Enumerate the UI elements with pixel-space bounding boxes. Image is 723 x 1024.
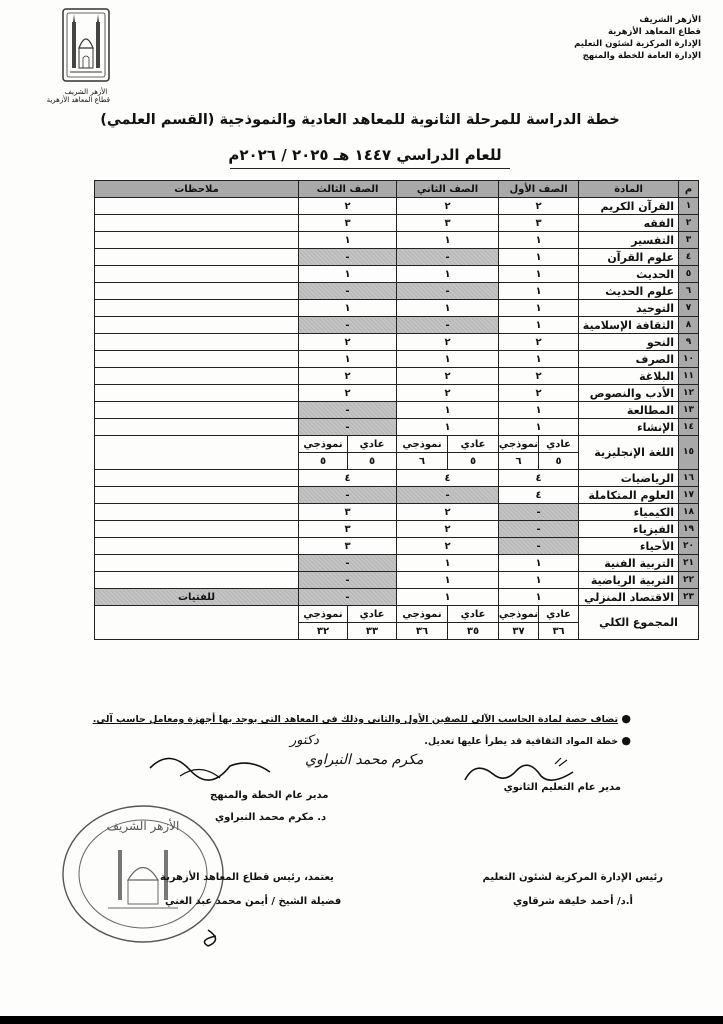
grade-2-value: ١ — [397, 266, 499, 283]
row-subject: النحو — [579, 334, 679, 351]
grade-3-value: - — [299, 402, 397, 419]
table-row — [95, 402, 699, 419]
grade-3-value: - — [299, 317, 397, 334]
header-subject: المادة — [579, 181, 679, 198]
total-row — [95, 606, 699, 623]
signature-left-title: مدير عام الخطة والمنهج — [210, 790, 329, 801]
table-row — [95, 504, 699, 521]
g2-model-value: ٦ — [397, 453, 448, 470]
footnote-cultural — [424, 734, 631, 747]
type-model: نموذجي — [397, 606, 448, 623]
grade-1-value: ٢ — [499, 385, 579, 402]
row-subject: الحديث — [579, 266, 679, 283]
row-subject: الاقتصاد المنزلي — [579, 589, 679, 606]
row-notes — [95, 555, 299, 572]
row-notes — [95, 436, 299, 470]
header-line: الإدارة العامة للخطة والمنهج — [582, 51, 701, 61]
row-subject: علوم القرآن — [579, 249, 679, 266]
row-notes — [95, 521, 299, 538]
table-header-row — [95, 181, 699, 198]
row-subject: الكيمياء — [579, 504, 679, 521]
row-notes — [95, 300, 299, 317]
type-regular: عادي — [448, 606, 499, 623]
grade-2-value: ١ — [397, 572, 499, 589]
grade-2-value: ٣ — [397, 215, 499, 232]
row-number: ١٩ — [679, 521, 699, 538]
row-notes — [95, 351, 299, 368]
row-number: ٤ — [679, 249, 699, 266]
grade-2-value: ١ — [397, 300, 499, 317]
logo-caption-1: الأزهر الشريف — [64, 88, 108, 96]
type-model: نموذجي — [397, 436, 448, 453]
row-number: ٦ — [679, 283, 699, 300]
grade-3-value: ١ — [299, 300, 397, 317]
row-number: ٥ — [679, 266, 699, 283]
table-row — [95, 538, 699, 555]
title-underline — [230, 168, 510, 169]
handwritten-signature-left — [140, 728, 424, 788]
header-grade-3: الصف الثالث — [299, 181, 397, 198]
table-row — [95, 385, 699, 402]
row-subject: الإنشاء — [579, 419, 679, 436]
table-row — [95, 368, 699, 385]
row-subject: الصرف — [579, 351, 679, 368]
bullet-icon: ● — [621, 712, 631, 725]
row-notes — [95, 334, 299, 351]
row-subject: علوم الحديث — [579, 283, 679, 300]
g3-model-value: ٥ — [299, 453, 348, 470]
row-notes — [95, 232, 299, 249]
grade-3-value: - — [299, 555, 397, 572]
grade-3-value: - — [299, 419, 397, 436]
table-row — [95, 487, 699, 504]
header-grade-2: الصف الثاني — [397, 181, 499, 198]
row-notes — [95, 606, 299, 640]
type-model: نموذجي — [499, 606, 539, 623]
grade-2-value: - — [397, 487, 499, 504]
g2-regular-value: ٥ — [448, 453, 499, 470]
grade-1-value: ٣ — [499, 215, 579, 232]
row-notes — [95, 249, 299, 266]
svg-text:مكرم محمد النبراوي: مكرم محمد النبراوي — [305, 752, 424, 768]
grade-1-value: ١ — [499, 419, 579, 436]
row-number: ١٧ — [679, 487, 699, 504]
grade-1-value: ١ — [499, 572, 579, 589]
study-plan-table — [94, 180, 699, 640]
row-number: ٢١ — [679, 555, 699, 572]
footnote-text: تضاف حصة لمادة الحاسب الآلي للصفين الأول والثاني وذلك في المعاهد التي يوجد بها أجهزة ومعامل حاسب آلي. — [92, 714, 619, 725]
grade-3-value: ٣ — [299, 538, 397, 555]
type-model: نموذجي — [299, 606, 348, 623]
table-row — [95, 521, 699, 538]
grade-1-value: ١ — [499, 589, 579, 606]
table-row — [95, 351, 699, 368]
grade-3-value: ٣ — [299, 215, 397, 232]
row-subject: التفسير — [579, 232, 679, 249]
grade-3-value: ٢ — [299, 385, 397, 402]
row-subject: الرياضيات — [579, 470, 679, 487]
table-row — [95, 589, 699, 606]
total-label: المجموع الكلي — [579, 606, 699, 640]
grade-2-value: ١ — [397, 232, 499, 249]
grade-3-value: - — [299, 487, 397, 504]
grade-2-value: - — [397, 317, 499, 334]
grade-3-value: ١ — [299, 351, 397, 368]
header-notes: ملاحظات — [95, 181, 299, 198]
row-number: ٣ — [679, 232, 699, 249]
row-number: ١٠ — [679, 351, 699, 368]
table-row — [95, 266, 699, 283]
grade-1-value: ٢ — [499, 334, 579, 351]
grade-1-value: ١ — [499, 232, 579, 249]
grade-2-value: ١ — [397, 419, 499, 436]
grade-2-value: ١ — [397, 555, 499, 572]
row-subject: البلاغة — [579, 368, 679, 385]
grade-1-value: ٤ — [499, 470, 579, 487]
grade-2-value: ٢ — [397, 538, 499, 555]
grade-1-value: - — [499, 538, 579, 555]
type-regular: عادي — [539, 436, 579, 453]
grade-3-value: ٤ — [299, 470, 397, 487]
table-row — [95, 334, 699, 351]
grade-2-value: ٢ — [397, 198, 499, 215]
row-subject: المطالعة — [579, 402, 679, 419]
row-subject: العلوم المتكاملة — [579, 487, 679, 504]
row-number: ١١ — [679, 368, 699, 385]
table-row — [95, 283, 699, 300]
table-row — [95, 232, 699, 249]
table-row — [95, 436, 699, 453]
header-num: م — [679, 181, 699, 198]
g1-model-value: ٦ — [499, 453, 539, 470]
approval-name: فضيلة الشيخ / أيمن محمد عبد الغني — [165, 896, 342, 907]
row-subject: الفقه — [579, 215, 679, 232]
row-notes — [95, 487, 299, 504]
row-subject: التربية الرياضية — [579, 572, 679, 589]
central-admin-title: رئيس الإدارة المركزية لشئون التعليم — [482, 872, 663, 883]
type-regular: عادي — [448, 436, 499, 453]
grade-3-value: ١ — [299, 232, 397, 249]
total-g1-regular: ٣٦ — [539, 623, 579, 640]
type-model: نموذجي — [299, 436, 348, 453]
grade-2-value: - — [397, 249, 499, 266]
grade-1-value: ١ — [499, 317, 579, 334]
grade-2-value: ٢ — [397, 504, 499, 521]
grade-1-value: - — [499, 521, 579, 538]
page-bottom-edge — [0, 1016, 723, 1024]
grade-2-value: ٢ — [397, 521, 499, 538]
grade-2-value: ١ — [397, 589, 499, 606]
row-notes — [95, 402, 299, 419]
header-line: قطاع المعاهد الأزهرية — [607, 27, 701, 37]
type-regular: عادي — [348, 436, 397, 453]
row-number: ٩ — [679, 334, 699, 351]
grade-3-value: ٣ — [299, 504, 397, 521]
table-row — [95, 198, 699, 215]
academic-year-title: للعام الدراسي ١٤٤٧ هـ ٢٠٢٥ / ٢٠٢٦م — [228, 146, 502, 164]
row-number: ٢ — [679, 215, 699, 232]
signature-right-title: مدير عام التعليم الثانوي — [503, 782, 621, 793]
grade-1-value: ٢ — [499, 198, 579, 215]
table-row — [95, 572, 699, 589]
grade-3-value: - — [299, 249, 397, 266]
logo-caption-2: قطاع المعاهد الأزهرية — [46, 96, 110, 104]
grade-2-value: ٢ — [397, 334, 499, 351]
row-number: ٢٢ — [679, 572, 699, 589]
grade-1-value: ١ — [499, 266, 579, 283]
row-subject: اللغة الإنجليزية — [579, 436, 679, 470]
row-subject: القرآن الكريم — [579, 198, 679, 215]
type-regular: عادي — [539, 606, 579, 623]
mosque-emblem-icon — [62, 8, 110, 82]
type-model: نموذجي — [499, 436, 539, 453]
row-notes — [95, 283, 299, 300]
azhar-logo — [46, 8, 110, 104]
grade-3-value: - — [299, 589, 397, 606]
grade-3-value: ٢ — [299, 198, 397, 215]
grade-3-value: ٢ — [299, 368, 397, 385]
total-g2-model: ٣٦ — [397, 623, 448, 640]
header-grade-1: الصف الأول — [499, 181, 579, 198]
row-number: ١٥ — [679, 436, 699, 470]
grade-2-value: ٢ — [397, 385, 499, 402]
footnote-computer — [93, 712, 631, 725]
svg-text:دكتور: دكتور — [290, 733, 319, 748]
central-admin-name: أ.د/ أحمد خليفة شرقاوي — [513, 896, 633, 907]
row-notes — [95, 317, 299, 334]
row-notes — [95, 538, 299, 555]
table-row — [95, 419, 699, 436]
row-notes — [95, 368, 299, 385]
row-subject: التوحيد — [579, 300, 679, 317]
grade-1-value: ١ — [499, 351, 579, 368]
approval-title: يعتمد، رئيس قطاع المعاهد الأزهرية — [160, 872, 334, 883]
table-row — [95, 317, 699, 334]
row-number: ١٨ — [679, 504, 699, 521]
grade-1-value: ١ — [499, 283, 579, 300]
grade-1-value: - — [499, 504, 579, 521]
row-notes — [95, 504, 299, 521]
grade-3-value: ١ — [299, 266, 397, 283]
row-number: ١ — [679, 198, 699, 215]
grade-1-value: ١ — [499, 300, 579, 317]
header-line: الإدارة المركزية لشئون التعليم — [574, 39, 701, 49]
grade-2-value: ١ — [397, 351, 499, 368]
row-notes — [95, 198, 299, 215]
table-row — [95, 555, 699, 572]
grade-2-value: ٤ — [397, 470, 499, 487]
row-notes — [95, 572, 299, 589]
row-subject: الأحياء — [579, 538, 679, 555]
row-subject: الفيزياء — [579, 521, 679, 538]
footnote-text: خطة المواد الثقافية قد يطرأ عليها تعديل. — [424, 736, 619, 747]
row-notes — [95, 266, 299, 283]
g1-regular-value: ٥ — [539, 453, 579, 470]
page-title: خطة الدراسة للمرحلة الثانوية للمعاهد العادية والنموذجية (القسم العلمي) — [100, 112, 620, 128]
row-notes — [95, 215, 299, 232]
header-line: الأزهر الشريف — [639, 15, 701, 25]
row-number: ٧ — [679, 300, 699, 317]
svg-text:الأزهر الشريف: الأزهر الشريف — [106, 819, 180, 833]
row-notes — [95, 419, 299, 436]
grade-3-value: ٢ — [299, 334, 397, 351]
row-notes — [95, 470, 299, 487]
table-row — [95, 300, 699, 317]
row-subject: التربية الفنية — [579, 555, 679, 572]
row-subject: الثقافة الإسلامية — [579, 317, 679, 334]
row-number: ٢٠ — [679, 538, 699, 555]
grade-2-value: ١ — [397, 402, 499, 419]
grade-1-value: ٤ — [499, 487, 579, 504]
row-subject: الأدب والنصوص — [579, 385, 679, 402]
grade-3-value: - — [299, 572, 397, 589]
grade-1-value: ١ — [499, 249, 579, 266]
row-number: ١٦ — [679, 470, 699, 487]
table-row — [95, 249, 699, 266]
signature-left-name: د. مكرم محمد النبراوي — [215, 812, 327, 823]
row-number: ١٢ — [679, 385, 699, 402]
grade-1-value: ٢ — [499, 368, 579, 385]
total-g1-model: ٣٧ — [499, 623, 539, 640]
grade-1-value: ١ — [499, 402, 579, 419]
institution-header — [501, 14, 701, 62]
grade-3-value: ٣ — [299, 521, 397, 538]
row-number: ١٤ — [679, 419, 699, 436]
grade-2-value: ٢ — [397, 368, 499, 385]
type-regular: عادي — [348, 606, 397, 623]
row-number: ٨ — [679, 317, 699, 334]
grade-3-value: - — [299, 283, 397, 300]
total-g3-regular: ٣٣ — [348, 623, 397, 640]
row-number: ٢٣ — [679, 589, 699, 606]
row-number: ١٣ — [679, 402, 699, 419]
total-g2-regular: ٣٥ — [448, 623, 499, 640]
total-g3-model: ٣٢ — [299, 623, 348, 640]
grade-2-value: - — [397, 283, 499, 300]
table-row — [95, 215, 699, 232]
grade-1-value: ١ — [499, 555, 579, 572]
g3-regular-value: ٥ — [348, 453, 397, 470]
bullet-icon: ● — [621, 734, 631, 747]
table-row — [95, 470, 699, 487]
row-notes — [95, 385, 299, 402]
row-notes: للفتيات — [95, 589, 299, 606]
